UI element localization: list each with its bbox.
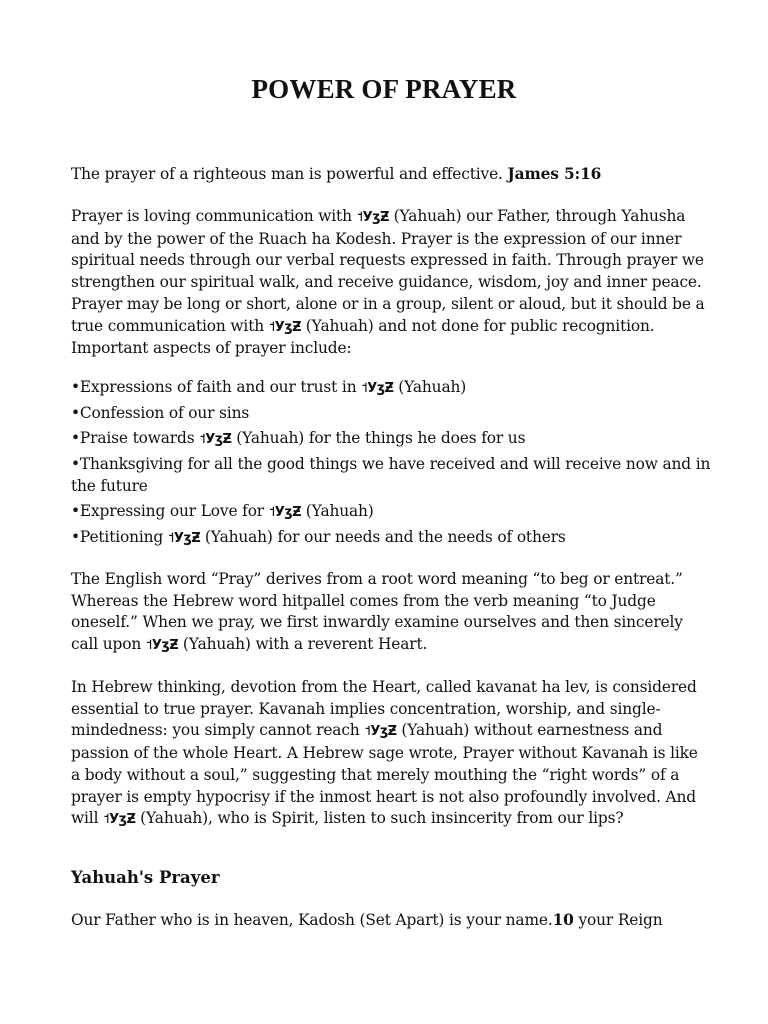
page-title: POWER OF PRAYER: [251, 74, 517, 104]
para1-text-c: (Yahuah) and not done for public recognition. Important aspects of prayer include:: [71, 316, 655, 358]
list-item-text: •Expressions of faith and our trust in: [71, 378, 362, 396]
list-item: [71, 527, 721, 550]
divine-name-glyph: ˦УʒƵ: [268, 319, 302, 335]
divine-name-glyph: ˦УʒƵ: [103, 812, 136, 828]
list-item: [71, 454, 721, 497]
divine-name-glyph: ˦УʒƵ: [268, 505, 302, 521]
list-item: [71, 428, 721, 451]
para2-text-a: The English word “Pray” derives from a root word meaning “to beg or entreat.” Whereas the Hebrew word hitpallel comes from the verb meaning “to Judge oneself.” When we pray, we first inwardly examine ourselves and then sincerely call upon: [71, 570, 683, 654]
divine-name-glyph: ˦УʒƵ: [364, 724, 397, 740]
divine-name-glyph: ˦УʒƵ: [167, 531, 201, 547]
divine-name-glyph: ˦УʒƵ: [361, 381, 394, 396]
list-item-text: •Expressing our Love for: [71, 502, 269, 521]
intro-quote-text: The prayer of a righteous man is powerful and effective.: [71, 165, 503, 183]
paragraph-word-origin: [71, 569, 711, 657]
list-item-text: •Praise towards: [71, 429, 200, 448]
list-item-text: (Yahuah) for the things he does for us: [231, 429, 526, 448]
list-item-text: •Thanksgiving for all the good things we have received and will receive now and in the future: [71, 455, 711, 495]
verse-number: 10: [552, 911, 574, 929]
para3-text-a: In Hebrew thinking, devotion from the Heart, called kavanat ha lev, is considered essential to true prayer. Kavanah implies concentration, worship, and single-mindedness: you simply cannot reach: [71, 678, 697, 740]
list-item-text: (Yahuah): [301, 502, 374, 521]
list-item: [71, 501, 721, 524]
para1-text-a: Prayer is loving communication with: [71, 207, 352, 225]
list-item-text: (Yahuah): [393, 378, 467, 396]
para3-text-b: (Yahuah) without earnestness and passion of the whole Heart. A Hebrew sage wrote, Prayer without Kavanah is like a body without a soul,” suggesting that merely mouthing the “right words” of a prayer is empty hypocrisy if the inmost heart is not also profoundly involved. And will: [71, 721, 698, 828]
para3-text-c: (Yahuah), who is Spirit, listen to such insincerity from our lips?: [140, 809, 624, 828]
list-item: [71, 377, 721, 400]
scripture-reference: James 5:16: [507, 165, 602, 183]
prayer-text: [71, 910, 711, 932]
list-item-text: •Petitioning: [71, 528, 168, 547]
intro-quote: [71, 164, 711, 186]
prayer-line: Our Father who is in heaven, Kadosh (Set Apart) is your name.: [71, 911, 553, 929]
divine-name-glyph: ˦УʒƵ: [145, 638, 179, 654]
list-item-text: •Confession of our sins: [71, 404, 250, 423]
section-heading: Yahuah's Prayer: [71, 868, 220, 887]
divine-name-glyph: ˦УʒƵ: [356, 210, 389, 225]
paragraph-prayer-definition: [71, 206, 711, 360]
paragraph-kavanah: [71, 677, 711, 831]
prayer-aspects-list: [71, 377, 721, 553]
prayer-continuation: your Reign: [573, 911, 663, 929]
divine-name-glyph: ˦УʒƵ: [199, 432, 232, 448]
list-item-text: (Yahuah) for our needs and the needs of others: [200, 528, 566, 547]
para1-text-b: (Yahuah) our Father, through Yahusha and by the power of the Ruach ha Kodesh. Prayer is the expression of our inner spiritual needs through our verbal requests expressed in faith. Through prayer we strengthen our spiritual walk, and receive guidance, wisdom, joy and inner peace. Prayer may be long or short, alone or in a group, silent or aloud, but it should be a true communication with: [71, 207, 705, 335]
para2-text-b: (Yahuah) with a reverent Heart.: [182, 635, 428, 654]
list-item: [71, 403, 721, 425]
